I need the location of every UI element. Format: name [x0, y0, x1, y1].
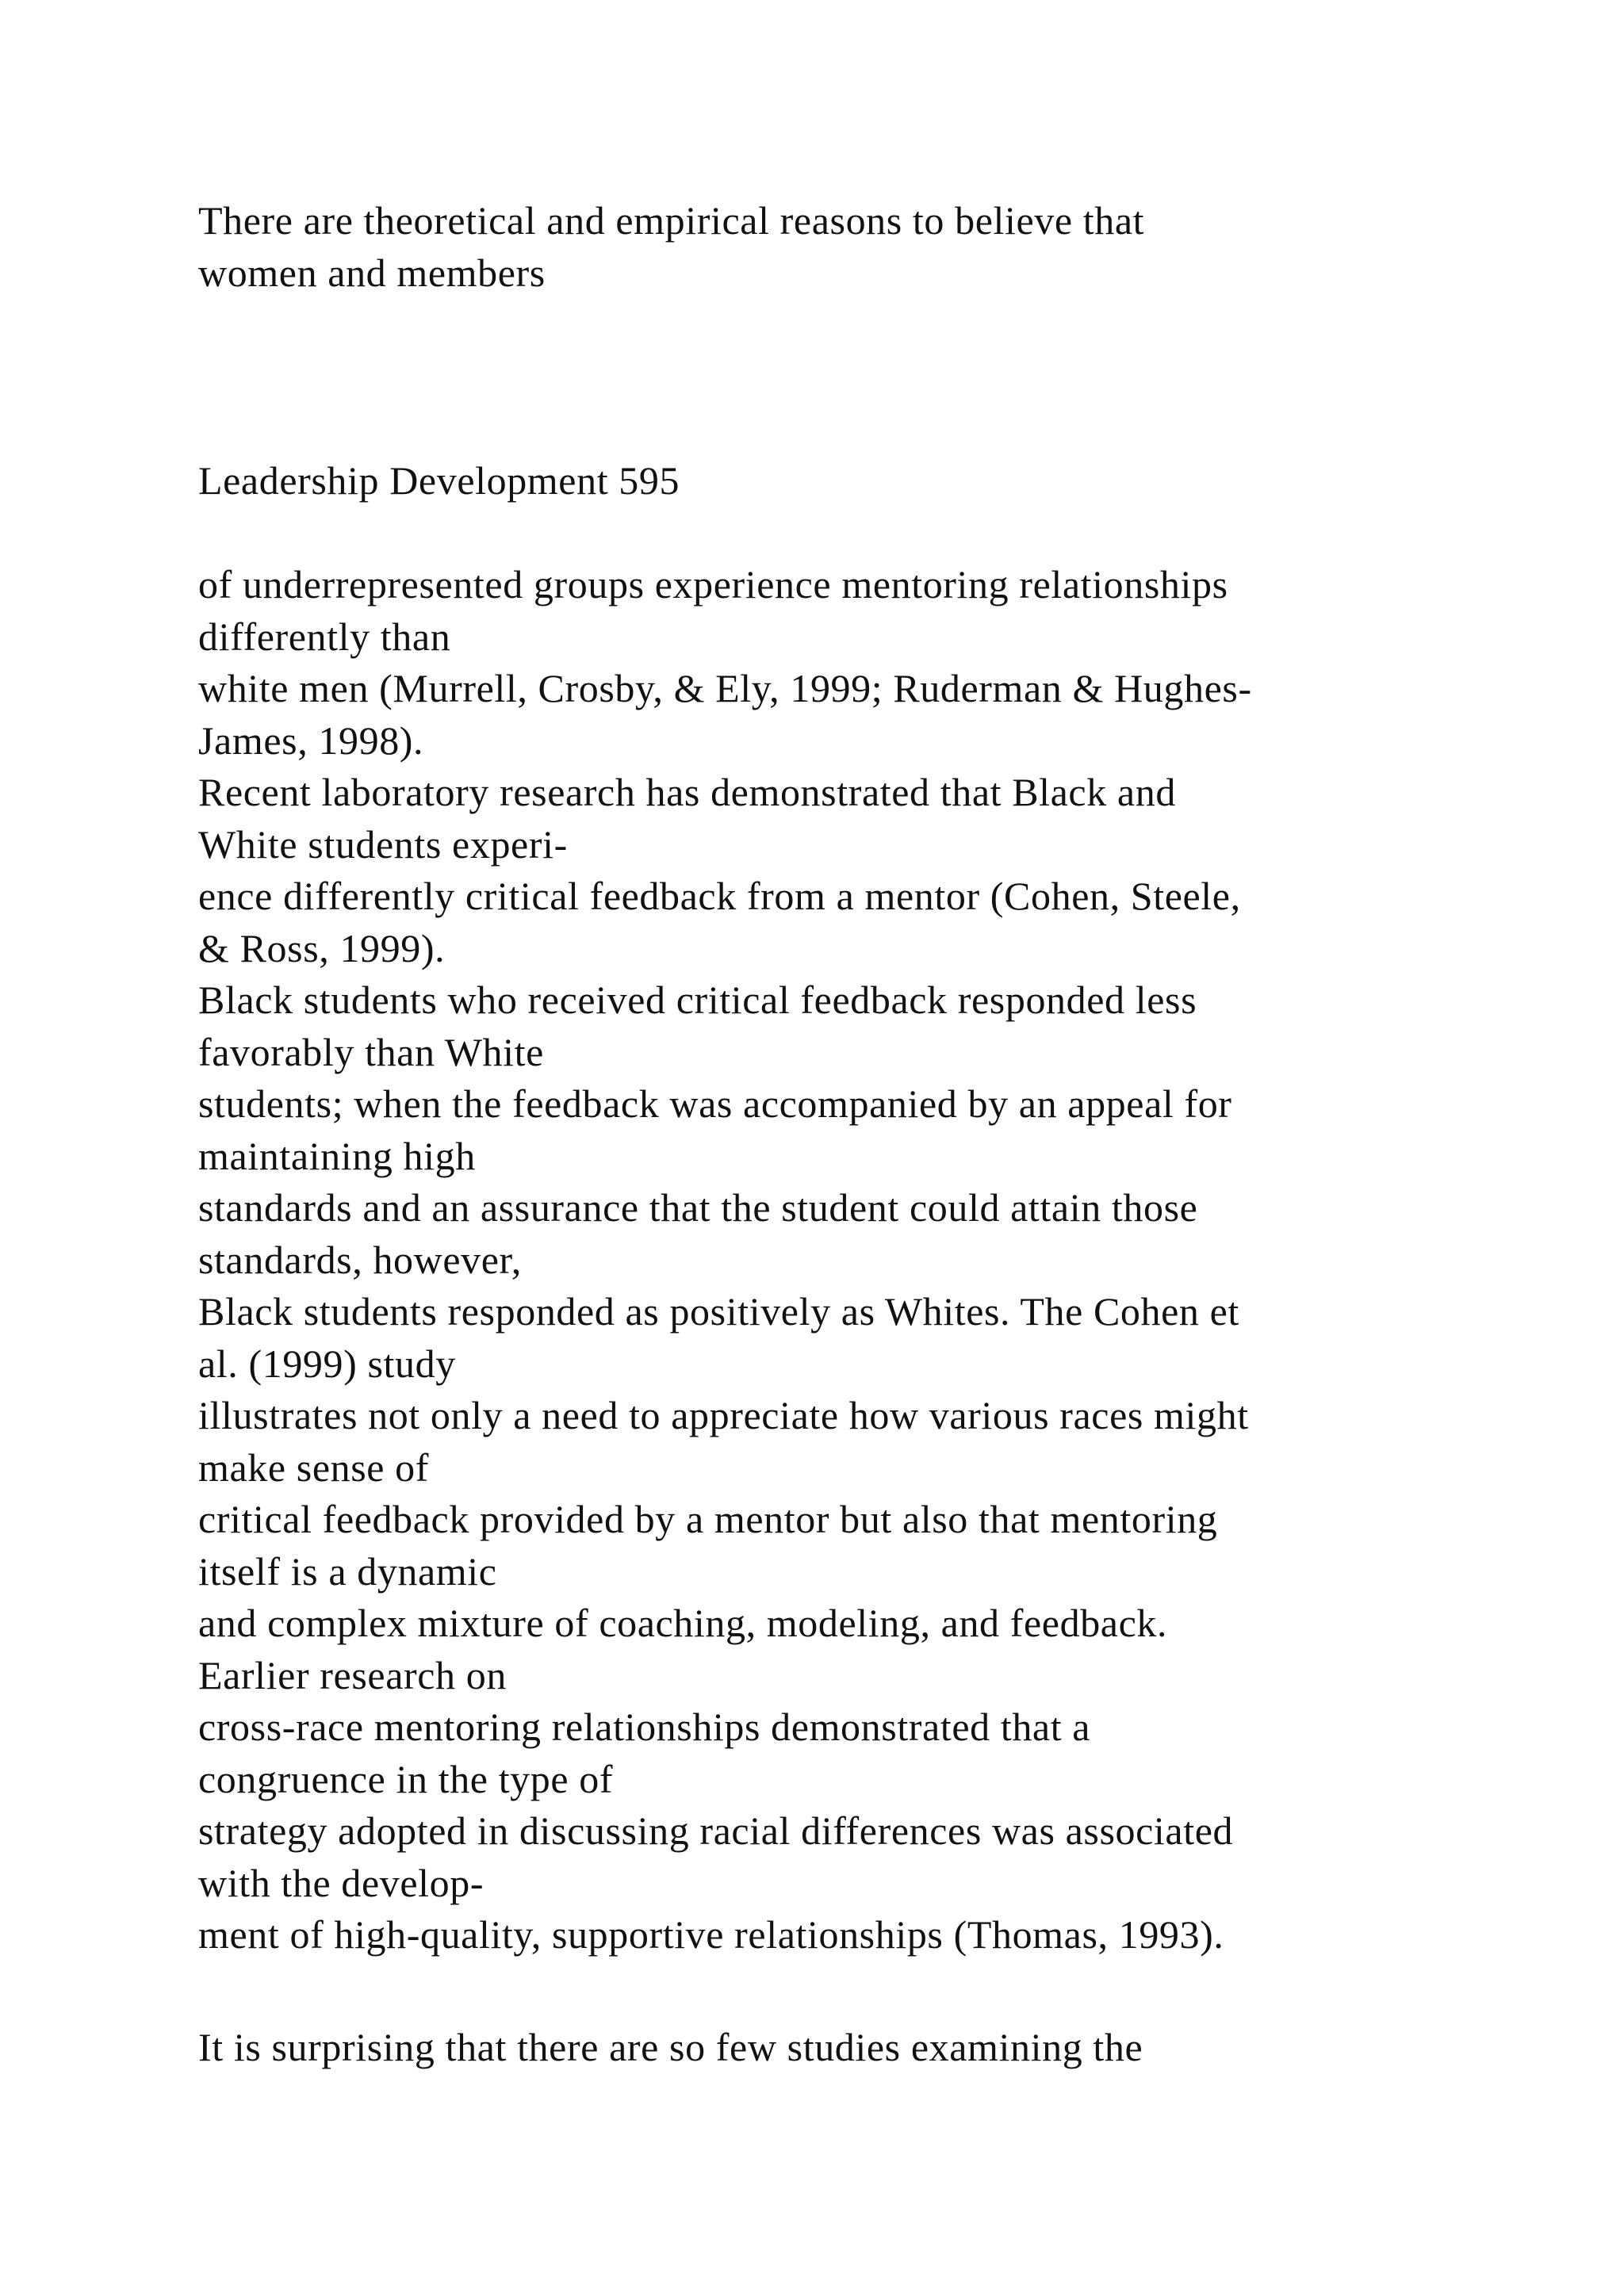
text-line: Black students responded as positively as Whites. The Cohen et	[198, 1289, 1239, 1334]
text-line: white men (Murrell, Crosby, & Ely, 1999; Ruderman & Hughes-	[198, 666, 1252, 710]
text-line: differently than	[198, 614, 451, 659]
text-line: of underrepresented groups experience mentoring relationships	[198, 562, 1228, 607]
text-line: women and members	[198, 250, 546, 295]
text-line: illustrates not only a need to appreciate how various races might	[198, 1393, 1249, 1437]
text-line: favorably than White	[198, 1029, 544, 1074]
text-line: ment of high-quality, supportive relationships (Thomas, 1993).	[198, 1912, 1224, 1957]
final-paragraph	[198, 2022, 1515, 2074]
text-line: maintaining high	[198, 1133, 476, 1178]
text-line: students; when the feedback was accompanied by an appeal for	[198, 1081, 1232, 1126]
text-line: standards, however,	[198, 1237, 522, 1282]
text-line: Earlier research on	[198, 1652, 507, 1697]
text-line: ence differently critical feedback from a mentor (Cohen, Steele,	[198, 874, 1241, 918]
text-line: itself is a dynamic	[198, 1548, 497, 1594]
text-line: critical feedback provided by a mentor but also that mentoring	[198, 1497, 1218, 1541]
text-line: cross-race mentoring relationships demonstrated that a	[198, 1705, 1091, 1749]
text-line: It is surprising that there are so few studies examining the	[198, 2025, 1143, 2069]
intro-paragraph	[198, 195, 1515, 299]
text-line: al. (1999) study	[198, 1341, 456, 1386]
text-line: & Ross, 1999).	[198, 925, 446, 970]
text-line: James, 1998).	[198, 718, 424, 763]
text-line: Recent laboratory research has demonstrated that Black and	[198, 770, 1176, 814]
running-header	[198, 455, 1515, 507]
text-line: Black students who received critical feedback responded less	[198, 978, 1197, 1022]
text-line: strategy adopted in discussing racial differences was associated	[198, 1808, 1234, 1853]
body-paragraph	[198, 559, 1515, 1961]
text-line: with the develop-	[198, 1860, 485, 1905]
text-line: There are theoretical and empirical reasons to believe that	[198, 198, 1145, 243]
text-line: make sense of	[198, 1445, 430, 1490]
text-line: standards and an assurance that the student could attain those	[198, 1185, 1198, 1230]
text-line: White students experi-	[198, 821, 568, 867]
text-line: congruence in the type of	[198, 1756, 614, 1801]
text-line: and complex mixture of coaching, modeling, and feedback.	[198, 1601, 1168, 1645]
running-header-text: Leadership Development 595	[198, 458, 680, 503]
